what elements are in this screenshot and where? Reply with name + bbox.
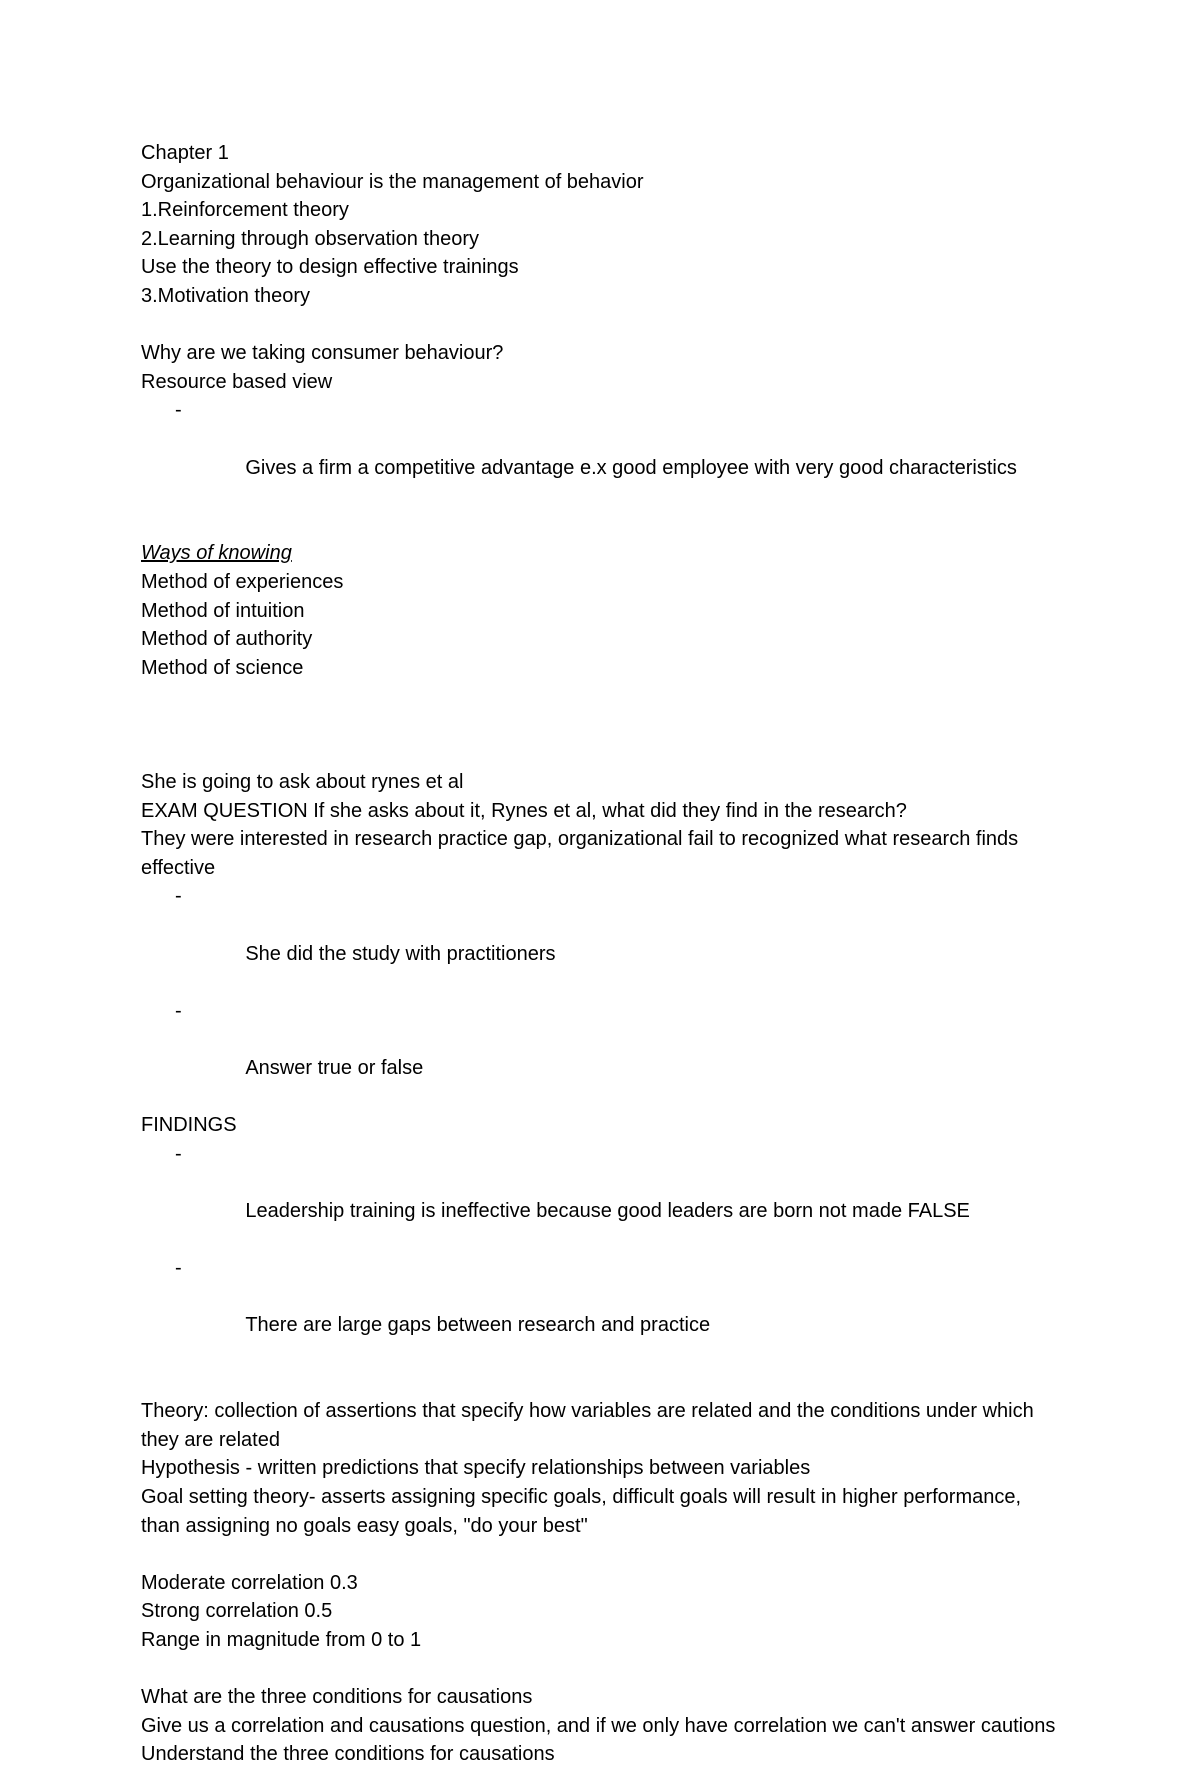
bullet-text: She did the study with practitioners: [245, 942, 556, 965]
text-line: Method of science: [141, 656, 304, 679]
bullet-text: Leadership training is ineffective because good leaders are born not made FALSE: [245, 1199, 970, 1222]
bullet-text: Answer true or false: [245, 1057, 424, 1080]
spacer: [141, 682, 1061, 768]
text-line: Use the theory to design effective trainings: [141, 256, 519, 279]
text-line: 2.Learning through observation theory: [141, 227, 480, 250]
bullet-text: Gives a firm a competitive advantage e.x good employee with very good characteristics: [245, 456, 1017, 479]
text-line: Strong correlation 0.5: [141, 1600, 333, 1623]
bullet-dash: -: [175, 885, 182, 908]
text-line: Why are we taking consumer behaviour?: [141, 342, 504, 365]
spacer: [141, 1369, 1061, 1398]
bullet-text: There are large gaps between research and practice: [245, 1314, 711, 1337]
text-paragraph: Give us a correlation and causations question, and if we only have correlation we can't answer cautions: [141, 1714, 1056, 1737]
text-line: 1.Reinforcement theory: [141, 199, 349, 222]
bullet-item: [141, 997, 1061, 1111]
text-line: Moderate correlation 0.3: [141, 1571, 358, 1594]
bullet-item: [141, 1140, 1061, 1254]
spacer: [141, 1654, 1061, 1683]
spacer: [141, 511, 1061, 540]
text-line: Hypothesis - written predictions that specify relationships between variables: [141, 1457, 811, 1480]
text-paragraph: They were interested in research practice gap, organizational fail to recognized what research finds effective: [141, 828, 1024, 879]
findings-heading: FINDINGS: [141, 1114, 237, 1137]
bullet-dash: -: [175, 399, 182, 422]
bullet-item: [141, 396, 1061, 510]
text-line: Method of intuition: [141, 599, 305, 622]
spacer: [141, 311, 1061, 340]
bullet-dash: -: [175, 1142, 182, 1165]
text-line: She is going to ask about rynes et al: [141, 771, 464, 794]
document-body: [141, 139, 1061, 1769]
text-line: Organizational behaviour is the management of behavior: [141, 170, 644, 193]
bullet-dash: -: [175, 999, 182, 1022]
text-paragraph: Goal setting theory- asserts assigning specific goals, difficult goals will result in higher performance, than assigning no goals easy goals, "do your best": [141, 1485, 1027, 1537]
chapter-title: Chapter 1: [141, 142, 229, 164]
bullet-item: [141, 1254, 1061, 1368]
text-paragraph: Theory: collection of assertions that specify how variables are related and the conditions under which they are related: [141, 1400, 1040, 1451]
bullet-dash: -: [175, 1257, 182, 1280]
text-line: Method of authority: [141, 628, 313, 651]
text-line: 3.Motivation theory: [141, 284, 310, 307]
text-line: What are the three conditions for causations: [141, 1686, 533, 1709]
section-heading: Ways of knowing: [141, 542, 292, 565]
spacer: [141, 1540, 1061, 1569]
bullet-item: [141, 882, 1061, 996]
text-line: Method of experiences: [141, 570, 344, 593]
text-line: Understand the three conditions for causations: [141, 1743, 555, 1766]
text-line: EXAM QUESTION If she asks about it, Rynes et al, what did they find in the research?: [141, 799, 907, 822]
text-line: Range in magnitude from 0 to 1: [141, 1628, 422, 1651]
text-line: Resource based view: [141, 370, 333, 393]
